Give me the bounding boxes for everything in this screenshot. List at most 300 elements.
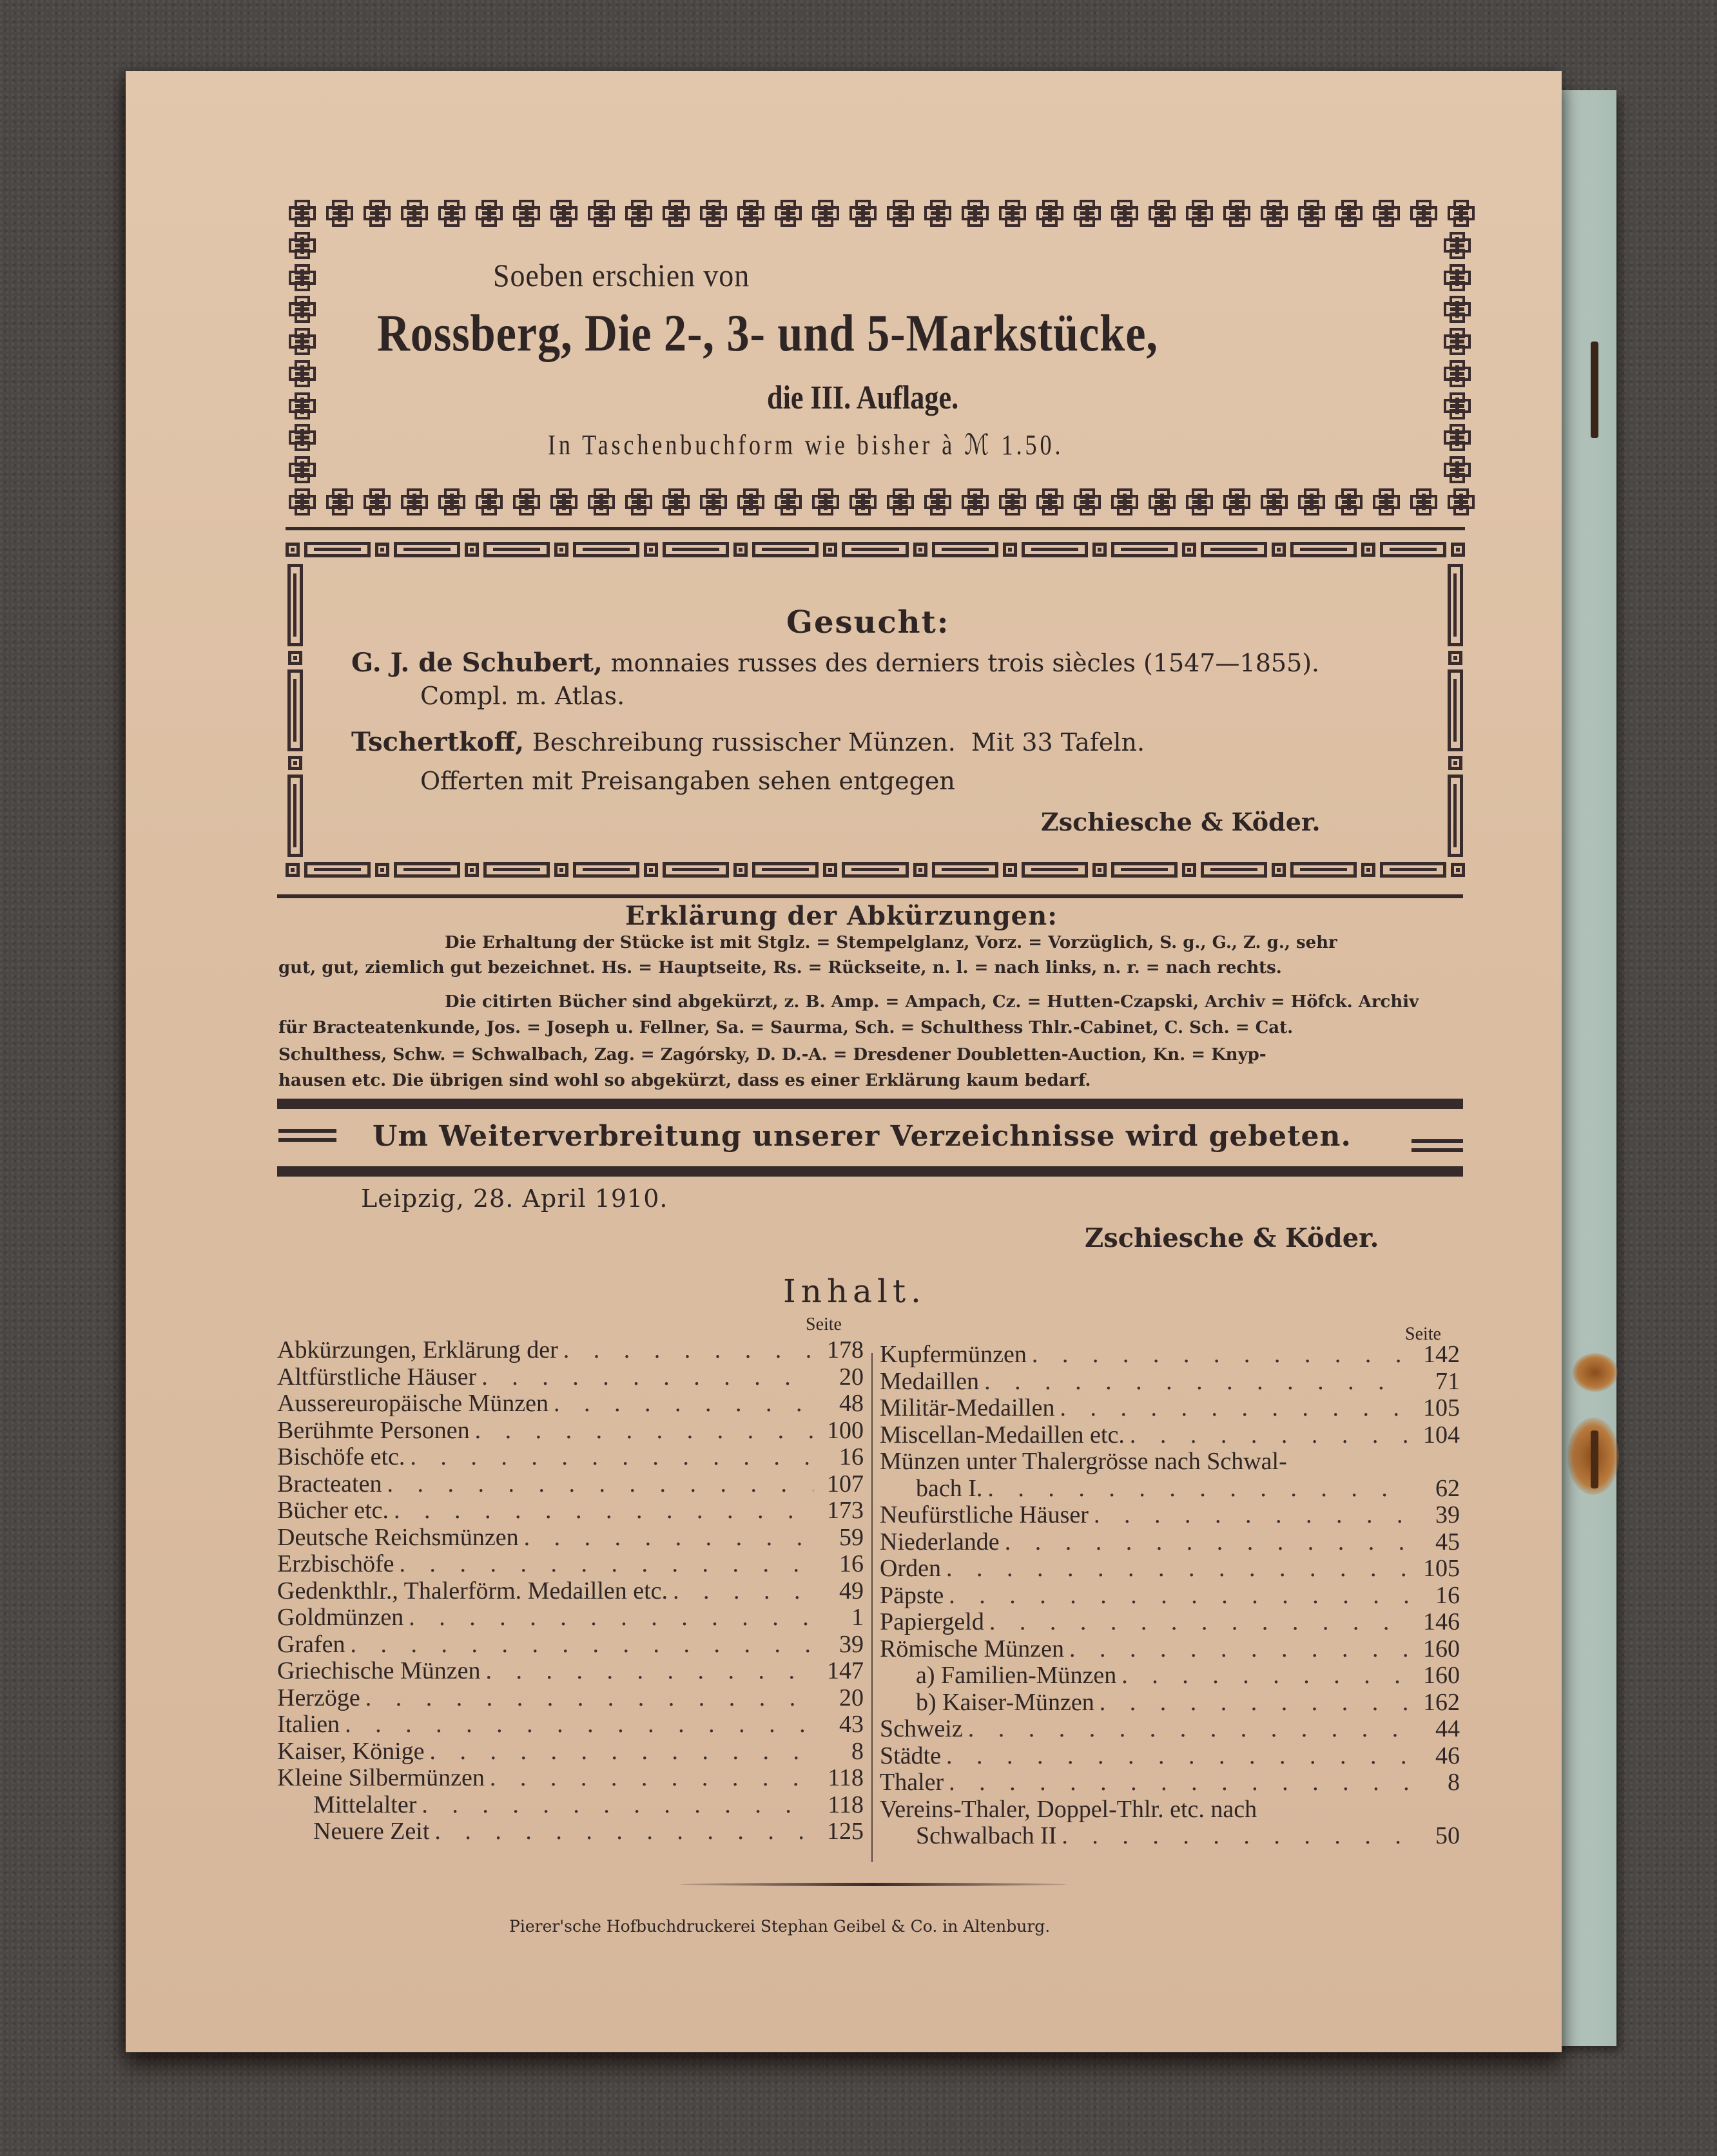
contents-entry (880, 1476, 1460, 1503)
chain-link-ornament-icon (289, 424, 316, 451)
contents-entry-label: Bücher etc. (277, 1497, 389, 1524)
contents-entry (880, 1662, 1460, 1689)
banner-text: Um Weiterverbreitung unserer Verzeichnisse wird gebeten. (373, 1120, 1352, 1153)
contents-entry-label: Mittelalter (313, 1791, 417, 1818)
contents-entry-page: 104 (1423, 1421, 1460, 1449)
dot-leader (1094, 1689, 1410, 1717)
key-bar-ornament-icon (842, 862, 908, 878)
chain-link-ornament-icon (588, 200, 615, 227)
contents-entry (277, 1578, 864, 1605)
contents-entry-page: 50 (1435, 1822, 1460, 1849)
chain-link-ornament-icon (1298, 200, 1325, 227)
contents-entry-label: Grafen (277, 1630, 345, 1658)
dot-leader (481, 1658, 814, 1685)
key-bar-ornament-icon (663, 542, 729, 557)
contents-entry-label: Altfürstliche Häuser (277, 1363, 477, 1391)
chain-link-ornament-icon (663, 200, 690, 227)
chain-link-ornament-icon (476, 488, 503, 515)
dot-leader (485, 1765, 813, 1792)
place-date: Leipzig, 28. April 1910. (361, 1184, 668, 1213)
contents-entry-page: 125 (827, 1818, 864, 1845)
contents-entry-label: Aussereuropäische Münzen (277, 1390, 549, 1417)
key-square-ornament-icon (1003, 863, 1017, 877)
contents-entry-label: Schwalbach II (916, 1822, 1057, 1849)
contents-entry (277, 1364, 864, 1391)
dot-leader (405, 1444, 813, 1471)
wanted-note-1: Compl. m. Atlas. (420, 682, 625, 710)
contents-entry-page: 147 (827, 1657, 864, 1684)
chain-link-ornament-icon (438, 200, 465, 227)
contents-entry (880, 1502, 1460, 1529)
wanted-author-1: G. J. de Schubert, (351, 648, 603, 678)
chain-link-ornament-icon (289, 200, 316, 227)
dot-leader (1064, 1636, 1410, 1663)
contents-entry (880, 1796, 1460, 1824)
key-border-bottom (286, 860, 1465, 880)
key-bar-ornament-icon (1290, 862, 1357, 878)
chain-link-ornament-icon (1036, 200, 1063, 227)
contents-entry-page: 20 (839, 1363, 864, 1391)
key-bar-ornament-icon (932, 862, 998, 878)
contents-entry-label: Päpste (880, 1581, 944, 1609)
dot-leader (340, 1711, 813, 1738)
contents-entry (277, 1497, 864, 1525)
dot-leader (941, 1555, 1410, 1583)
key-square-ornament-icon (1272, 543, 1286, 557)
dot-leader (558, 1337, 813, 1364)
chain-link-ornament-icon (1444, 392, 1471, 419)
wanted-item-1 (351, 648, 1319, 678)
wanted-author-2: Tschertkoff, (351, 727, 525, 757)
contents-entry (277, 1765, 864, 1792)
contents-entry-page: 45 (1435, 1528, 1460, 1555)
contents-entry (277, 1444, 864, 1471)
contents-entry-label: Niederlande (880, 1528, 1000, 1555)
key-square-ornament-icon (1182, 863, 1196, 877)
dot-leader (944, 1769, 1410, 1796)
chain-link-ornament-icon (513, 200, 540, 227)
contents-entry (880, 1689, 1460, 1717)
key-bar-ornament-icon (932, 542, 998, 557)
key-square-ornament-icon (288, 756, 302, 770)
contents-entry-label: Miscellan-Medaillen etc. (880, 1421, 1125, 1449)
contents-entry (880, 1449, 1460, 1476)
announcement-title: Rossberg, Die 2-, 3- und 5-Markstücke, (377, 303, 1158, 362)
contents-entry-page: 118 (828, 1791, 864, 1818)
contents-entry (880, 1769, 1460, 1796)
contents-entry-label: Bracteaten (277, 1470, 382, 1497)
contents-entry-page: 160 (1423, 1662, 1460, 1689)
chain-link-ornament-icon (289, 392, 316, 419)
chain-link-ornament-icon (1223, 200, 1250, 227)
key-bar-ornament-icon (287, 669, 303, 752)
printer-imprint: Pierer'sche Hofbuchdruckerei Stephan Geibel & Co. in Altenburg. (509, 1917, 1051, 1936)
chain-link-ornament-icon (700, 488, 727, 515)
chain-link-ornament-icon (1444, 232, 1471, 259)
contents-entry-label: Deutsche Reichsmünzen (277, 1523, 519, 1551)
key-square-ornament-icon (465, 863, 479, 877)
chain-link-ornament-icon (1074, 200, 1101, 227)
key-square-ornament-icon (554, 543, 568, 557)
abbr-p2-line4: hausen etc. Die übrigen sind wohl so abgekürzt, dass es einer Erklärung kaum bedarf. (278, 1071, 1091, 1090)
chain-link-ornament-icon (550, 488, 577, 515)
chain-link-ornament-icon (289, 296, 316, 323)
dot-leader (668, 1578, 813, 1605)
dot-leader (416, 1792, 813, 1819)
contents-entry-page: 62 (1435, 1474, 1460, 1502)
contents-entry (880, 1395, 1460, 1422)
key-bar-ornament-icon (842, 542, 908, 557)
contents-entry-label: Thaler (880, 1769, 944, 1796)
chain-link-ornament-icon (737, 200, 764, 227)
contents-heading: Inhalt. (783, 1273, 926, 1310)
key-bar-ornament-icon (1201, 542, 1267, 557)
dot-leader (982, 1476, 1410, 1503)
key-square-ornament-icon (1182, 543, 1196, 557)
contents-entry-label: Militär-Medaillen (880, 1394, 1055, 1421)
contents-entry-label: Herzöge (277, 1684, 360, 1711)
chain-link-ornament-icon (663, 488, 690, 515)
key-border-top (286, 540, 1465, 559)
key-bar-ornament-icon (394, 542, 460, 557)
key-square-ornament-icon (1361, 543, 1375, 557)
chain-link-ornament-icon (1111, 200, 1138, 227)
chain-link-ornament-icon (849, 200, 877, 227)
key-bar-ornament-icon (1448, 775, 1463, 857)
contents-entry (880, 1636, 1460, 1663)
key-bar-ornament-icon (1448, 564, 1463, 646)
contents-entry-label: Griechische Münzen (277, 1657, 481, 1684)
dot-leader (1056, 1823, 1410, 1850)
contents-entry-page: 46 (1435, 1742, 1460, 1769)
contents-entry-page: 43 (839, 1711, 864, 1738)
contents-entry-label: Erzbischöfe (277, 1550, 394, 1577)
key-bar-ornament-icon (752, 862, 819, 878)
key-bar-ornament-icon (1290, 542, 1357, 557)
chain-link-ornament-icon (1448, 488, 1475, 515)
key-square-ornament-icon (823, 863, 837, 877)
chain-link-ornament-icon (1261, 488, 1288, 515)
chain-link-ornament-icon (737, 488, 764, 515)
chain-link-ornament-icon (1410, 200, 1437, 227)
contents-entry-label: Goldmünzen (277, 1604, 404, 1631)
contents-entry-label: Abkürzungen, Erklärung der (277, 1336, 558, 1363)
chain-link-ornament-icon (812, 488, 839, 515)
dot-leader (1055, 1395, 1410, 1422)
contents-entry-page: 146 (1423, 1608, 1460, 1635)
contents-entry-page: 16 (839, 1443, 864, 1470)
rust-stain (1573, 1353, 1618, 1392)
contents-entry (277, 1391, 864, 1418)
key-bar-ornament-icon (1022, 862, 1088, 878)
contents-entry (277, 1738, 864, 1766)
staple-bottom (1591, 1430, 1598, 1488)
wanted-item-2 (351, 727, 1145, 757)
contents-entry-label: Papiergeld (880, 1608, 984, 1635)
key-square-ornament-icon (1451, 863, 1465, 877)
key-bar-ornament-icon (1380, 862, 1446, 878)
dot-leader (382, 1471, 813, 1498)
chain-link-ornament-icon (625, 488, 652, 515)
contents-entry-page: 162 (1423, 1688, 1460, 1716)
abbreviations-heading: Erklärung der Abkürzungen: (625, 901, 1058, 931)
contents-entry-label: Römische Münzen (880, 1635, 1065, 1662)
chain-link-ornament-icon (550, 200, 577, 227)
contents-entry-label: b) Kaiser-Münzen (916, 1688, 1094, 1716)
chain-link-ornament-icon (887, 200, 914, 227)
banner-rule-bottom (277, 1166, 1463, 1177)
contents-entry-page: 39 (1435, 1501, 1460, 1528)
key-square-ornament-icon (1092, 863, 1107, 877)
contents-entry (880, 1529, 1460, 1556)
contents-entry-label: a) Familien-Münzen (916, 1662, 1117, 1689)
key-square-ornament-icon (733, 543, 748, 557)
key-bar-ornament-icon (752, 542, 819, 557)
key-bar-ornament-icon (573, 542, 639, 557)
dateline-signature: Zschiesche & Köder. (1085, 1223, 1379, 1253)
key-square-ornament-icon (644, 863, 658, 877)
key-square-ornament-icon (286, 543, 300, 557)
dot-leader (963, 1716, 1410, 1743)
contents-entry-page: 48 (839, 1390, 864, 1417)
contents-entry (277, 1337, 864, 1364)
contents-entry-page: 142 (1423, 1341, 1460, 1368)
chain-link-ornament-icon (625, 200, 652, 227)
contents-entry-label: Bischöfe etc. (277, 1443, 405, 1470)
contents-entry-label: Gedenkthlr., Thalerförm. Medaillen etc. (277, 1577, 668, 1604)
chain-link-ornament-icon (812, 200, 839, 227)
chain-border-top (289, 200, 1475, 229)
chain-link-ornament-icon (924, 488, 951, 515)
abbr-p2-line1: Die citirten Bücher sind abgekürzt, z. B. Amp. = Ampach, Cz. = Hutten-Czapski, Archiv = Höfck. Archiv (445, 992, 1419, 1012)
contents-entry-label: Neufürstliche Häuser (880, 1501, 1089, 1528)
key-square-ornament-icon (465, 543, 479, 557)
dot-leader (389, 1497, 813, 1525)
wanted-offer-line: Offerten mit Preisangaben sehen entgegen (420, 767, 955, 795)
contents-right-column (880, 1342, 1460, 1850)
contents-entry (277, 1604, 864, 1631)
contents-entry (277, 1818, 864, 1845)
chain-link-ornament-icon (1149, 488, 1176, 515)
chain-link-ornament-icon (1223, 488, 1250, 515)
key-square-ornament-icon (1448, 756, 1462, 770)
chain-link-ornament-icon (962, 488, 989, 515)
key-bar-ornament-icon (483, 862, 550, 878)
contents-entry (880, 1583, 1460, 1610)
key-bar-ornament-icon (1380, 542, 1446, 557)
chain-link-ornament-icon (1444, 328, 1471, 355)
abbr-p1-line1: Die Erhaltung der Stücke ist mit Stglz. = Stempelglanz, Vorz. = Vorzüglich, S. g., G., Z. g., sehr (445, 933, 1337, 952)
contents-entry-page: 44 (1435, 1715, 1460, 1742)
banner-rule-top (277, 1099, 1463, 1109)
chain-link-ornament-icon (289, 264, 316, 291)
chain-link-ornament-icon (999, 488, 1026, 515)
chain-link-ornament-icon (1444, 296, 1471, 323)
chain-link-ornament-icon (849, 488, 877, 515)
chain-link-ornament-icon (999, 200, 1026, 227)
chain-link-ornament-icon (1335, 200, 1363, 227)
wanted-title-2: Beschreibung russischer Münzen. Mit 33 Tafeln. (532, 728, 1145, 756)
chain-link-ornament-icon (513, 488, 540, 515)
key-bar-ornament-icon (1111, 542, 1178, 557)
contents-entry-page: 8 (1448, 1769, 1460, 1796)
chain-link-ornament-icon (1410, 488, 1437, 515)
dot-leader (425, 1738, 813, 1766)
dot-leader (1116, 1662, 1410, 1689)
separator-rule (286, 527, 1465, 530)
chain-border-bottom (289, 488, 1475, 518)
key-bar-ornament-icon (1111, 862, 1178, 878)
dot-leader (548, 1391, 813, 1418)
chain-link-ornament-icon (401, 488, 428, 515)
chain-link-ornament-icon (1261, 200, 1288, 227)
chain-link-ornament-icon (438, 488, 465, 515)
contents-entry (880, 1422, 1460, 1449)
contents-entry-page: 105 (1423, 1394, 1460, 1421)
chain-link-ornament-icon (1444, 424, 1471, 451)
announcement-intro: Soeben erschien von (493, 257, 750, 293)
chain-link-ornament-icon (775, 200, 802, 227)
contents-entry (277, 1418, 864, 1445)
chain-link-ornament-icon (364, 200, 391, 227)
key-bar-ornament-icon (304, 862, 371, 878)
dot-leader (1000, 1529, 1410, 1556)
key-square-ornament-icon (913, 863, 927, 877)
dot-leader (944, 1583, 1410, 1610)
chain-border-right (1444, 232, 1473, 483)
separator-rule (277, 894, 1463, 898)
dot-leader (1125, 1422, 1410, 1449)
chain-link-ornament-icon (1149, 200, 1176, 227)
contents-entry-label: Städte (880, 1742, 941, 1769)
chain-link-ornament-icon (1444, 456, 1471, 483)
contents-entry (277, 1631, 864, 1659)
contents-entry-page: 16 (839, 1550, 864, 1577)
key-square-ornament-icon (1092, 543, 1107, 557)
contents-entry (880, 1555, 1460, 1583)
contents-entry-page: 16 (1435, 1581, 1460, 1609)
dot-leader (345, 1631, 813, 1659)
chain-link-ornament-icon (289, 488, 316, 515)
contents-entry (277, 1711, 864, 1738)
announcement-price: In Taschenbuchform wie bisher à ℳ 1.50. (548, 429, 1064, 461)
key-square-ornament-icon (1448, 651, 1462, 665)
wanted-signature: Zschiesche & Köder. (1041, 807, 1321, 836)
contents-entry-label: Medaillen (880, 1367, 980, 1395)
key-bar-ornament-icon (287, 564, 303, 646)
chain-link-ornament-icon (289, 456, 316, 483)
contents-entry (880, 1609, 1460, 1636)
key-square-ornament-icon (1272, 863, 1286, 877)
chain-link-ornament-icon (1298, 488, 1325, 515)
contents-entry (277, 1685, 864, 1712)
key-square-ornament-icon (644, 543, 658, 557)
chain-link-ornament-icon (401, 200, 428, 227)
chain-link-ornament-icon (289, 360, 316, 387)
chain-link-ornament-icon (1444, 264, 1471, 291)
contents-entry-label: Berühmte Personen (277, 1416, 470, 1444)
dot-leader (1089, 1502, 1410, 1529)
key-square-ornament-icon (823, 543, 837, 557)
chain-link-ornament-icon (1111, 488, 1138, 515)
contents-entry-page: 160 (1423, 1635, 1460, 1662)
chain-link-ornament-icon (1335, 488, 1363, 515)
dot-leader (470, 1418, 813, 1445)
key-bar-ornament-icon (663, 862, 729, 878)
staple-top (1591, 342, 1598, 438)
dot-leader (476, 1364, 813, 1391)
chain-link-ornament-icon (700, 200, 727, 227)
contents-entry-label: Münzen unter Thalergrösse nach Schwal- (880, 1448, 1287, 1475)
ornamental-rule (680, 1883, 1067, 1886)
chain-link-ornament-icon (1036, 488, 1063, 515)
banner-left-mark (278, 1129, 336, 1142)
contents-page-label-right: Seite (1405, 1324, 1441, 1344)
key-square-ornament-icon (1451, 543, 1465, 557)
key-bar-ornament-icon (1448, 669, 1463, 752)
key-square-ornament-icon (286, 863, 300, 877)
wanted-heading: Gesucht: (786, 604, 950, 640)
dot-leader (403, 1604, 813, 1631)
chain-link-ornament-icon (1186, 200, 1213, 227)
contents-entry (880, 1369, 1460, 1396)
dot-leader (394, 1551, 813, 1578)
banner-right-mark (1411, 1139, 1463, 1152)
contents-entry-label: Kupfermünzen (880, 1341, 1027, 1368)
contents-entry (277, 1792, 864, 1819)
chain-link-ornament-icon (962, 200, 989, 227)
key-border-left (286, 564, 305, 857)
contents-entry-page: 39 (839, 1630, 864, 1658)
chain-border-left (289, 232, 318, 483)
contents-entry-page: 59 (839, 1523, 864, 1551)
key-square-ornament-icon (288, 651, 302, 665)
contents-entry-page: 107 (827, 1470, 864, 1497)
dot-leader (979, 1369, 1410, 1396)
contents-entry-page: 20 (839, 1684, 864, 1711)
contents-entry-page: 8 (851, 1737, 864, 1765)
contents-entry (880, 1716, 1460, 1743)
contents-entry-label: Orden (880, 1555, 941, 1582)
chain-link-ornament-icon (775, 488, 802, 515)
chain-link-ornament-icon (289, 232, 316, 259)
dot-leader (519, 1525, 813, 1552)
chain-link-ornament-icon (326, 488, 353, 515)
key-border-right (1446, 564, 1465, 857)
abbr-p1-line2: gut, gut, ziemlich gut bezeichnet. Hs. = Hauptseite, Rs. = Rückseite, n. l. = nach links, n. r. = nach rechts. (278, 958, 1282, 977)
key-bar-ornament-icon (304, 542, 371, 557)
contents-entry-page: 105 (1423, 1555, 1460, 1582)
key-square-ornament-icon (1003, 543, 1017, 557)
contents-entry (880, 1342, 1460, 1369)
dot-leader (984, 1609, 1410, 1636)
chain-link-ornament-icon (1444, 360, 1471, 387)
contents-entry (880, 1823, 1460, 1850)
contents-entry-page: 173 (827, 1497, 864, 1524)
key-bar-ornament-icon (1022, 542, 1088, 557)
key-square-ornament-icon (554, 863, 568, 877)
contents-entry-page: 100 (827, 1416, 864, 1444)
contents-entry-page: 49 (839, 1577, 864, 1604)
contents-entry-page: 71 (1435, 1367, 1460, 1395)
contents-entry-label: bach I. (916, 1474, 983, 1502)
dot-leader (360, 1685, 813, 1712)
chain-link-ornament-icon (887, 488, 914, 515)
key-bar-ornament-icon (394, 862, 460, 878)
announcement-edition: die III. Auflage. (767, 380, 959, 416)
key-bar-ornament-icon (287, 775, 303, 857)
contents-entry (277, 1551, 864, 1578)
